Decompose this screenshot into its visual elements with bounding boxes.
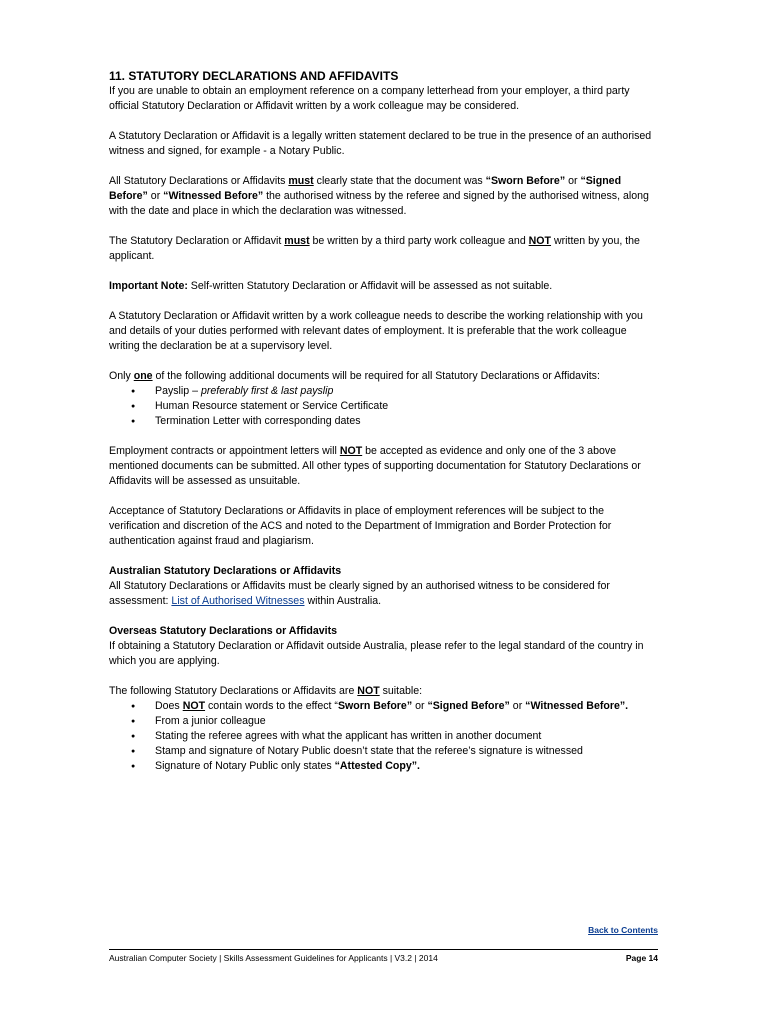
authorised-witnesses-link[interactable]: List of Authorised Witnesses [171, 595, 305, 607]
list-item: ● Signature of Notary Public only states “Attested Copy”. [109, 759, 657, 774]
list-item: ● Does NOT contain words to the effect “Sworn Before” or “Signed Before” or “Witnessed Before”. [109, 699, 657, 714]
list-item: ● Human Resource statement or Service Certificate [109, 399, 657, 414]
acceptance-paragraph: Acceptance of Statutory Declarations or Affidavits in place of employment references will be subject to the verification and discretion of the ACS and noted to the Department of Immigration and Border Protection for authentication against fraud and plagiarism. [109, 505, 612, 547]
important-note: Important Note: Self-written Statutory Declaration or Affidavit will be assessed as not suitable. [109, 280, 553, 292]
overseas-paragraph: If obtaining a Statutory Declaration or Affidavit outside Australia, please refer to the legal standard of the country in which you are applying. [109, 640, 644, 667]
australian-paragraph: All Statutory Declarations or Affidavits must be clearly signed by an authorised witness to be considered for assessment: List of Authorised Witnesses within Australia. [109, 580, 610, 607]
list-item: ● Stating the referee agrees with what the applicant has written in another document [109, 729, 657, 744]
australian-heading: Australian Statutory Declarations or Affidavits [109, 565, 342, 577]
describe-paragraph: A Statutory Declaration or Affidavit written by a work colleague needs to describe the working relationship with you and details of your duties performed with relevant dates of employment. It is preferable that the work colleague writing the declaration be at a supervisory level. [109, 310, 643, 352]
page-footer [109, 953, 658, 963]
contracts-paragraph: Employment contracts or appointment letters will NOT be accepted as evidence and only one of the 3 above mentioned documents can be submitted. All other types of supporting documentation for Statutory Declarations or Affidavits will be assessed as unsuitable. [109, 445, 641, 487]
footer-text: Australian Computer Society | Skills Assessment Guidelines for Applicants | V3.2 | 2014 [109, 953, 438, 963]
list-item: ● From a junior colleague [109, 714, 657, 729]
must-state-paragraph: All Statutory Declarations or Affidavits must clearly state that the document was “Sworn Before” or “Signed Before” or “Witnessed Before” the authorised witness by the referee and signed by the authorised witness, along with the date and place in which the declaration was witnessed. [109, 175, 649, 217]
list-item: ● Termination Letter with corresponding dates [109, 414, 657, 429]
third-party-paragraph: The Statutory Declaration or Affidavit must be written by a third party work colleague and NOT written by you, the applicant. [109, 235, 640, 262]
overseas-heading: Overseas Statutory Declarations or Affidavits [109, 625, 338, 637]
section-title: 11. STATUTORY DECLARATIONS AND AFFIDAVITS [109, 69, 399, 83]
intro-paragraph: If you are unable to obtain an employment reference on a company letterhead from your employer, a third party official Statutory Declaration or Affidavit written by a work colleague may be considered. [109, 85, 630, 112]
page-number: Page 14 [625, 953, 658, 963]
only-one-paragraph: Only one of the following additional documents will be required for all Statutory Declarations or Affidavits: [109, 370, 600, 382]
list-item: ● Stamp and signature of Notary Public doesn’t state that the referee’s signature is witnessed [109, 744, 657, 759]
not-suitable-paragraph: The following Statutory Declarations or Affidavits are NOT suitable: [109, 685, 423, 697]
not-suitable-list [109, 699, 657, 774]
footer-divider [109, 949, 658, 950]
back-to-contents-link[interactable]: Back to Contents [588, 925, 658, 935]
definition-paragraph: A Statutory Declaration or Affidavit is a legally written statement declared to be true in the presence of an authorised witness and signed, for example - a Notary Public. [109, 130, 652, 157]
additional-documents-list [109, 384, 657, 429]
page-content [109, 69, 657, 789]
list-item: ● Payslip – preferably first & last payslip [109, 384, 657, 399]
